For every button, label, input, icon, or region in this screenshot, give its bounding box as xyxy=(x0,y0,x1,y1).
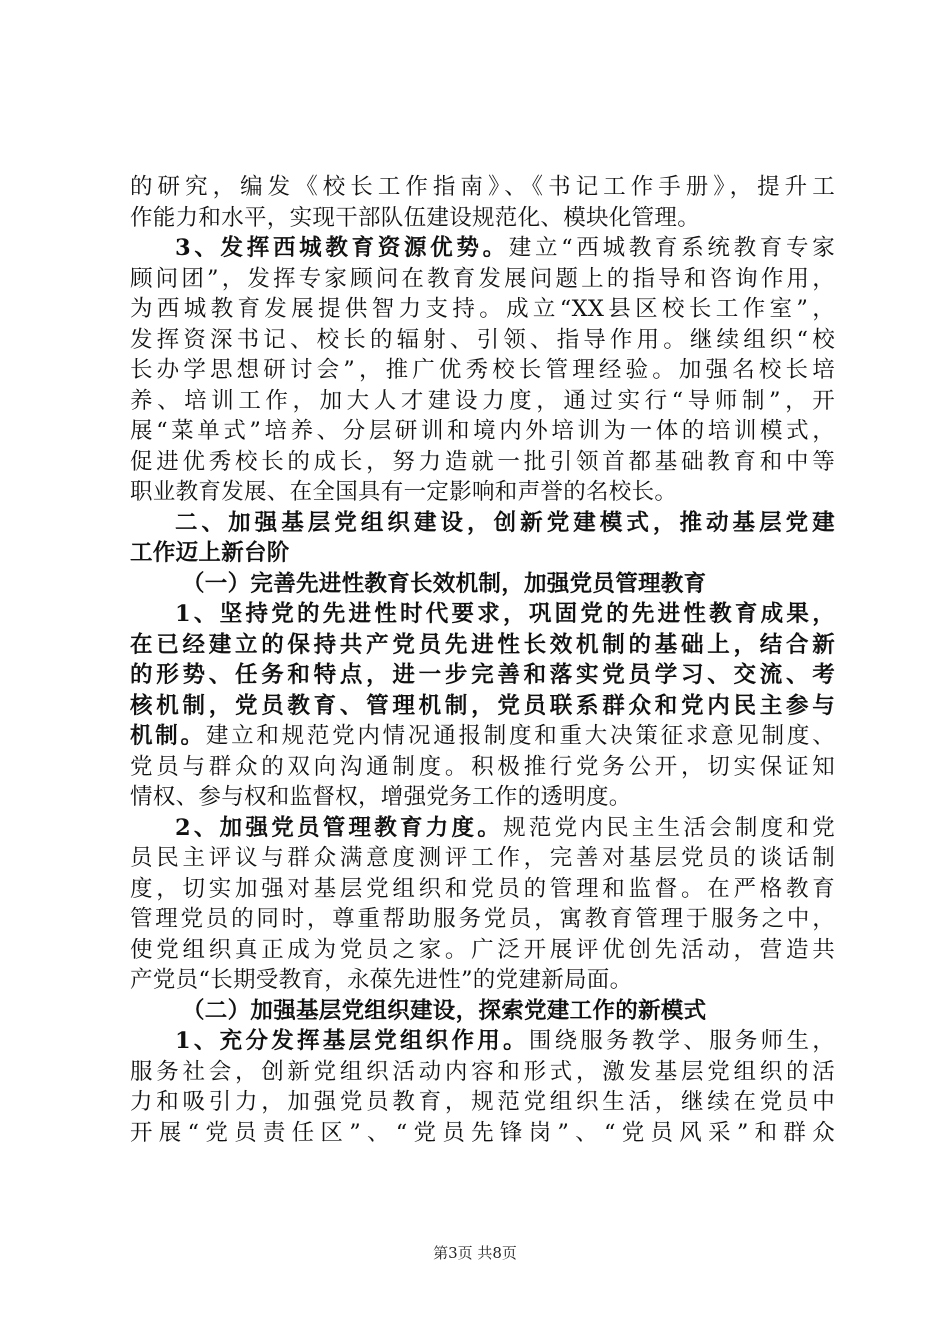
body-text: 力和吸引力，加强党员教育，规范党组织生活，继续在党员中 xyxy=(130,1089,835,1115)
text-line xyxy=(130,782,835,813)
body-text: 发挥资深书记、校长的辐射、引领、指导作用。继续组织“校 xyxy=(130,326,835,353)
body-text: 作能力和水平，实现干部队伍建设规范化、模块化管理。 xyxy=(130,204,701,231)
body-text: 服务社会，创新党组织活动内容和形式，激发基层党组织的活 xyxy=(130,1058,835,1085)
bold-text: 1、坚持党的先进性时代要求，巩固党的先进性教育成果， xyxy=(175,601,835,627)
bold-text: 核机制，党员教育、管理机制，党员联系群众和党内民主参与 xyxy=(130,692,835,719)
body-text: 的研究，编发《校长工作指南》、《书记工作手册》，提升工 xyxy=(130,174,835,200)
bold-text: 二、加强基层党组织建设，创新党建模式，推动基层党建 xyxy=(175,509,835,536)
body-text: 情权、参与权和监督权，增强党务工作的透明度。 xyxy=(130,784,632,810)
text-line xyxy=(130,1118,835,1149)
text-line xyxy=(130,264,835,295)
text-line xyxy=(130,660,835,691)
text-line xyxy=(130,1057,835,1088)
bold-text: 3、发挥西城教育资源优势。 xyxy=(175,235,509,261)
bold-text: （一）完善先进性教育长效机制，加强党员管理教育 xyxy=(182,570,707,597)
text-line xyxy=(130,294,835,325)
body-text: 促进优秀校长的成长，努力造就一批引领首都基础教育和中等 xyxy=(130,448,835,475)
text-line xyxy=(130,813,835,844)
text-line xyxy=(130,752,835,783)
text-line xyxy=(130,965,835,996)
bold-text: 机制。 xyxy=(130,723,206,749)
paragraph xyxy=(130,508,835,569)
body-text: 长办学思想研讨会”，推广优秀校长管理经验。加强名校长培 xyxy=(130,357,835,383)
text-line xyxy=(130,721,835,752)
paragraph xyxy=(130,1026,835,1148)
body-text: 为西城教育发展提供智力支持。成立“XX县区校长工作室”， xyxy=(130,296,835,322)
paragraph xyxy=(130,813,835,996)
body-text: 度，切实加强对基层党组织和党员的管理和监督。在严格教育 xyxy=(130,875,835,902)
body-text: 职业教育发展、在全国具有一定影响和声誉的名校长。 xyxy=(130,479,678,505)
body-text: 建立和规范党内情况通报制度和重大决策征求意见制度、 xyxy=(205,723,835,749)
text-line xyxy=(130,416,835,447)
paragraph xyxy=(130,996,835,1027)
text-line xyxy=(130,569,835,600)
text-line xyxy=(130,996,835,1027)
paragraph xyxy=(130,233,835,508)
text-line xyxy=(130,691,835,722)
body-text: 规范党内民主生活会制度和党 xyxy=(503,814,835,841)
text-line xyxy=(130,447,835,478)
text-line xyxy=(130,904,835,935)
body-text: 使党组织真正成为党员之家。广泛开展评优创先活动，营造共 xyxy=(130,936,835,963)
text-line xyxy=(130,355,835,386)
bold-text: 在已经建立的保持共产党员先进性长效机制的基础上，结合新 xyxy=(130,631,835,658)
body-text: 顾问团”，发挥专家顾问在教育发展问题上的指导和咨询作用， xyxy=(130,265,835,292)
paragraph xyxy=(130,569,835,600)
text-line xyxy=(130,172,835,203)
text-line xyxy=(130,203,835,234)
paragraph xyxy=(130,599,835,813)
text-line xyxy=(130,325,835,356)
text-line xyxy=(130,1026,835,1057)
text-line xyxy=(130,538,835,569)
bold-text: （二）加强基层党组织建设，探索党建工作的新模式 xyxy=(182,997,707,1024)
body-text: 产党员“长期受教育，永葆先进性”的党建新局面。 xyxy=(130,967,633,993)
bold-text: 的形势、任务和特点，进一步完善和落实党员学习、交流、考 xyxy=(130,662,835,688)
text-line xyxy=(130,599,835,630)
paragraph xyxy=(130,172,835,233)
text-line xyxy=(130,843,835,874)
text-line xyxy=(130,233,835,264)
page-number-label: 第3页 共8页 xyxy=(433,1244,517,1262)
text-line xyxy=(130,386,835,417)
text-line xyxy=(130,477,835,508)
body-text: 员民主评议与群众满意度测评工作，完善对基层党员的谈话制 xyxy=(130,845,835,871)
body-text: 建立“西城教育系统教育专家 xyxy=(508,235,835,261)
bold-text: 1、充分发挥基层党组织作用。 xyxy=(175,1028,529,1054)
body-text: 党员与群众的双向沟通制度。积极推行党务公开，切实保证知 xyxy=(130,753,835,780)
text-line xyxy=(130,874,835,905)
body-text: 围绕服务教学、服务师生， xyxy=(528,1028,836,1054)
bold-text: 2、加强党员管理教育力度。 xyxy=(175,814,504,841)
body-text: 管理党员的同时，尊重帮助服务党员，寓教育管理于服务之中， xyxy=(130,906,835,932)
body-text: 开展“党员责任区”、“党员先锋岗”、“党员风采”和群众 xyxy=(130,1119,835,1146)
document-body xyxy=(130,172,835,1148)
bold-text: 工作迈上新台阶 xyxy=(130,540,290,566)
text-line xyxy=(130,935,835,966)
text-line xyxy=(130,630,835,661)
text-line xyxy=(130,508,835,539)
page-footer xyxy=(0,1242,950,1263)
body-text: 展“菜单式”培养、分层研训和境内外培训为一体的培训模式， xyxy=(130,418,835,444)
text-line xyxy=(130,1087,835,1118)
body-text: 养、培训工作，加大人才建设力度，通过实行“导师制”，开 xyxy=(130,387,835,414)
